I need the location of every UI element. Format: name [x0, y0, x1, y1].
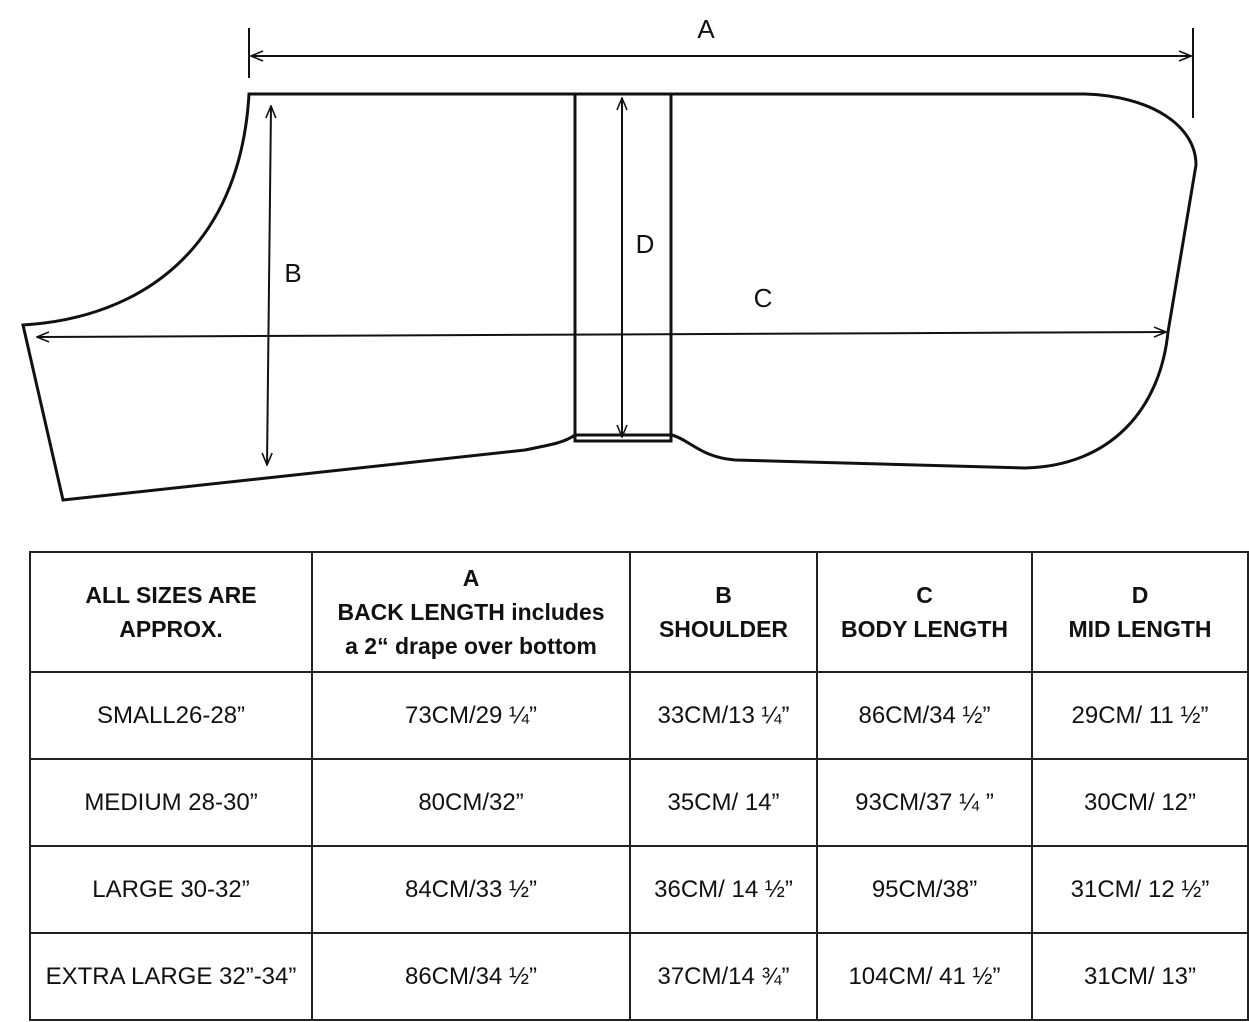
dimension-d-label: D: [635, 229, 655, 259]
table-row: [30, 933, 1248, 1020]
header-text: D: [1131, 582, 1149, 608]
header-shoulder: [630, 552, 817, 672]
header-sizes: [30, 552, 312, 672]
back-length-cell: 84CM/33 ½”: [312, 846, 630, 933]
header-text: B: [715, 582, 732, 608]
size-cell: MEDIUM 28-30”: [30, 759, 312, 846]
header-text: APPROX.: [119, 616, 223, 642]
size-cell: LARGE 30-32”: [30, 846, 312, 933]
dimension-b-arrow: [267, 106, 271, 465]
header-mid-length: [1032, 552, 1248, 672]
header-text: SHOULDER: [658, 616, 789, 642]
dimension-c-arrow: [37, 332, 1166, 337]
coat-outline: [23, 94, 1196, 500]
body-length-cell: 95CM/38”: [817, 846, 1032, 933]
body-length-cell: 93CM/37 ¼ ”: [817, 759, 1032, 846]
header-text: ALL SIZES ARE: [85, 582, 257, 608]
table-row: [30, 759, 1248, 846]
mid-length-cell: 31CM/ 12 ½”: [1032, 846, 1248, 933]
header-text: A: [462, 565, 480, 591]
shoulder-cell: 35CM/ 14”: [630, 759, 817, 846]
size-chart-table: [29, 551, 1249, 1021]
body-length-cell: 86CM/34 ½”: [817, 672, 1032, 759]
shoulder-cell: 33CM/13 ¼”: [630, 672, 817, 759]
body-length-cell: 104CM/ 41 ½”: [817, 933, 1032, 1020]
dimension-b-label: B: [284, 258, 302, 288]
header-back-length: [312, 552, 630, 672]
back-length-cell: 73CM/29 ¼”: [312, 672, 630, 759]
table-row: [30, 672, 1248, 759]
mid-length-cell: 29CM/ 11 ½”: [1032, 672, 1248, 759]
header-body-length: [817, 552, 1032, 672]
header-text: BACK LENGTH includes: [337, 599, 605, 625]
dimension-c-label: C: [753, 283, 773, 313]
dimension-a-label: A: [697, 14, 715, 44]
table-header-row: [30, 552, 1248, 672]
header-text: C: [916, 582, 933, 608]
header-text: BODY LENGTH: [841, 616, 1008, 642]
shoulder-cell: 37CM/14 ¾”: [630, 933, 817, 1020]
size-cell: SMALL26-28”: [30, 672, 312, 759]
mid-length-cell: 31CM/ 13”: [1032, 933, 1248, 1020]
back-length-cell: 86CM/34 ½”: [312, 933, 630, 1020]
size-cell: EXTRA LARGE 32”-34”: [30, 933, 312, 1020]
mid-length-cell: 30CM/ 12”: [1032, 759, 1248, 846]
header-text: a 2“ drape over bottom: [345, 633, 597, 659]
back-length-cell: 80CM/32”: [312, 759, 630, 846]
header-text: MID LENGTH: [1068, 616, 1212, 642]
shoulder-cell: 36CM/ 14 ½”: [630, 846, 817, 933]
table-row: [30, 846, 1248, 933]
